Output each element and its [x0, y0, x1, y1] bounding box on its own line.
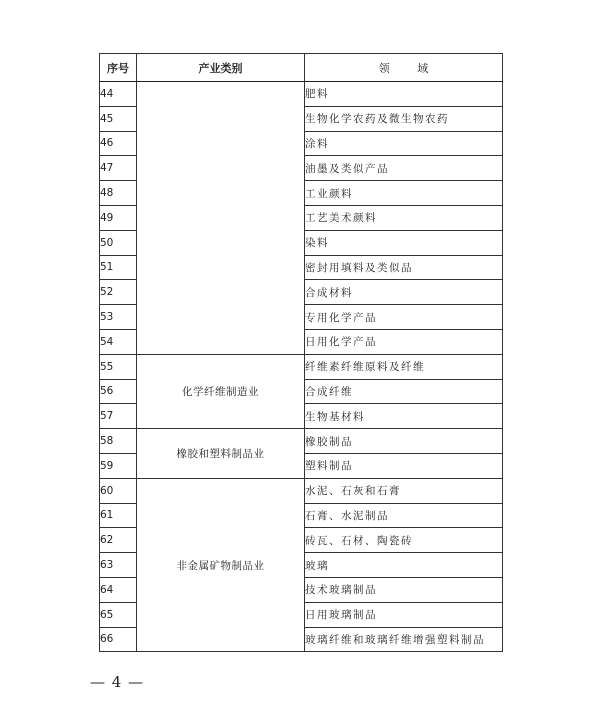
table-header-row — [100, 54, 503, 82]
table-row — [100, 429, 503, 454]
table-body — [100, 82, 503, 652]
row-index: 56 — [100, 379, 137, 404]
domain-cell: 生物基材料 — [305, 404, 503, 429]
row-index: 47 — [100, 156, 137, 181]
header-category: 产业类别 — [137, 54, 305, 82]
row-index: 65 — [100, 602, 137, 627]
header-index: 序号 — [100, 54, 137, 82]
industry-table — [99, 53, 503, 652]
header-domain: 领 域 — [305, 54, 503, 82]
row-index: 50 — [100, 230, 137, 255]
domain-cell: 石膏、水泥制品 — [305, 503, 503, 528]
row-index: 49 — [100, 205, 137, 230]
domain-cell: 日用玻璃制品 — [305, 602, 503, 627]
domain-cell: 油墨及类似产品 — [305, 156, 503, 181]
domain-cell: 密封用填料及类似品 — [305, 255, 503, 280]
row-index: 52 — [100, 280, 137, 305]
domain-cell: 玻璃 — [305, 553, 503, 578]
domain-cell: 合成材料 — [305, 280, 503, 305]
domain-cell: 肥料 — [305, 82, 503, 107]
industry-category: 化学纤维制造业 — [137, 354, 305, 428]
row-index: 61 — [100, 503, 137, 528]
domain-cell: 专用化学产品 — [305, 305, 503, 330]
table-row — [100, 82, 503, 107]
row-index: 60 — [100, 478, 137, 503]
row-index: 59 — [100, 453, 137, 478]
row-index: 54 — [100, 329, 137, 354]
row-index: 58 — [100, 429, 137, 454]
domain-cell: 工业颜料 — [305, 181, 503, 206]
row-index: 64 — [100, 577, 137, 602]
row-index: 46 — [100, 131, 137, 156]
domain-cell: 工艺美术颜料 — [305, 205, 503, 230]
industry-category: 橡胶和塑料制品业 — [137, 429, 305, 479]
domain-cell: 玻璃纤维和玻璃纤维增强塑料制品 — [305, 627, 503, 652]
table-row — [100, 354, 503, 379]
page-number: — 4 — — [90, 673, 145, 691]
row-index: 51 — [100, 255, 137, 280]
row-index: 45 — [100, 106, 137, 131]
row-index: 63 — [100, 553, 137, 578]
row-index: 57 — [100, 404, 137, 429]
domain-cell: 砖瓦、石材、陶瓷砖 — [305, 528, 503, 553]
domain-cell: 橡胶制品 — [305, 429, 503, 454]
domain-cell: 合成纤维 — [305, 379, 503, 404]
domain-cell: 涂料 — [305, 131, 503, 156]
domain-cell: 技术玻璃制品 — [305, 577, 503, 602]
table-row — [100, 478, 503, 503]
row-index: 62 — [100, 528, 137, 553]
domain-cell: 塑料制品 — [305, 453, 503, 478]
domain-cell: 染料 — [305, 230, 503, 255]
industry-category — [137, 82, 305, 355]
row-index: 53 — [100, 305, 137, 330]
row-index: 44 — [100, 82, 137, 107]
domain-cell: 纤维素纤维原料及纤维 — [305, 354, 503, 379]
domain-cell: 日用化学产品 — [305, 329, 503, 354]
domain-cell: 水泥、石灰和石膏 — [305, 478, 503, 503]
row-index: 48 — [100, 181, 137, 206]
row-index: 55 — [100, 354, 137, 379]
row-index: 66 — [100, 627, 137, 652]
industry-category: 非金属矿物制品业 — [137, 478, 305, 652]
domain-cell: 生物化学农药及微生物农药 — [305, 106, 503, 131]
